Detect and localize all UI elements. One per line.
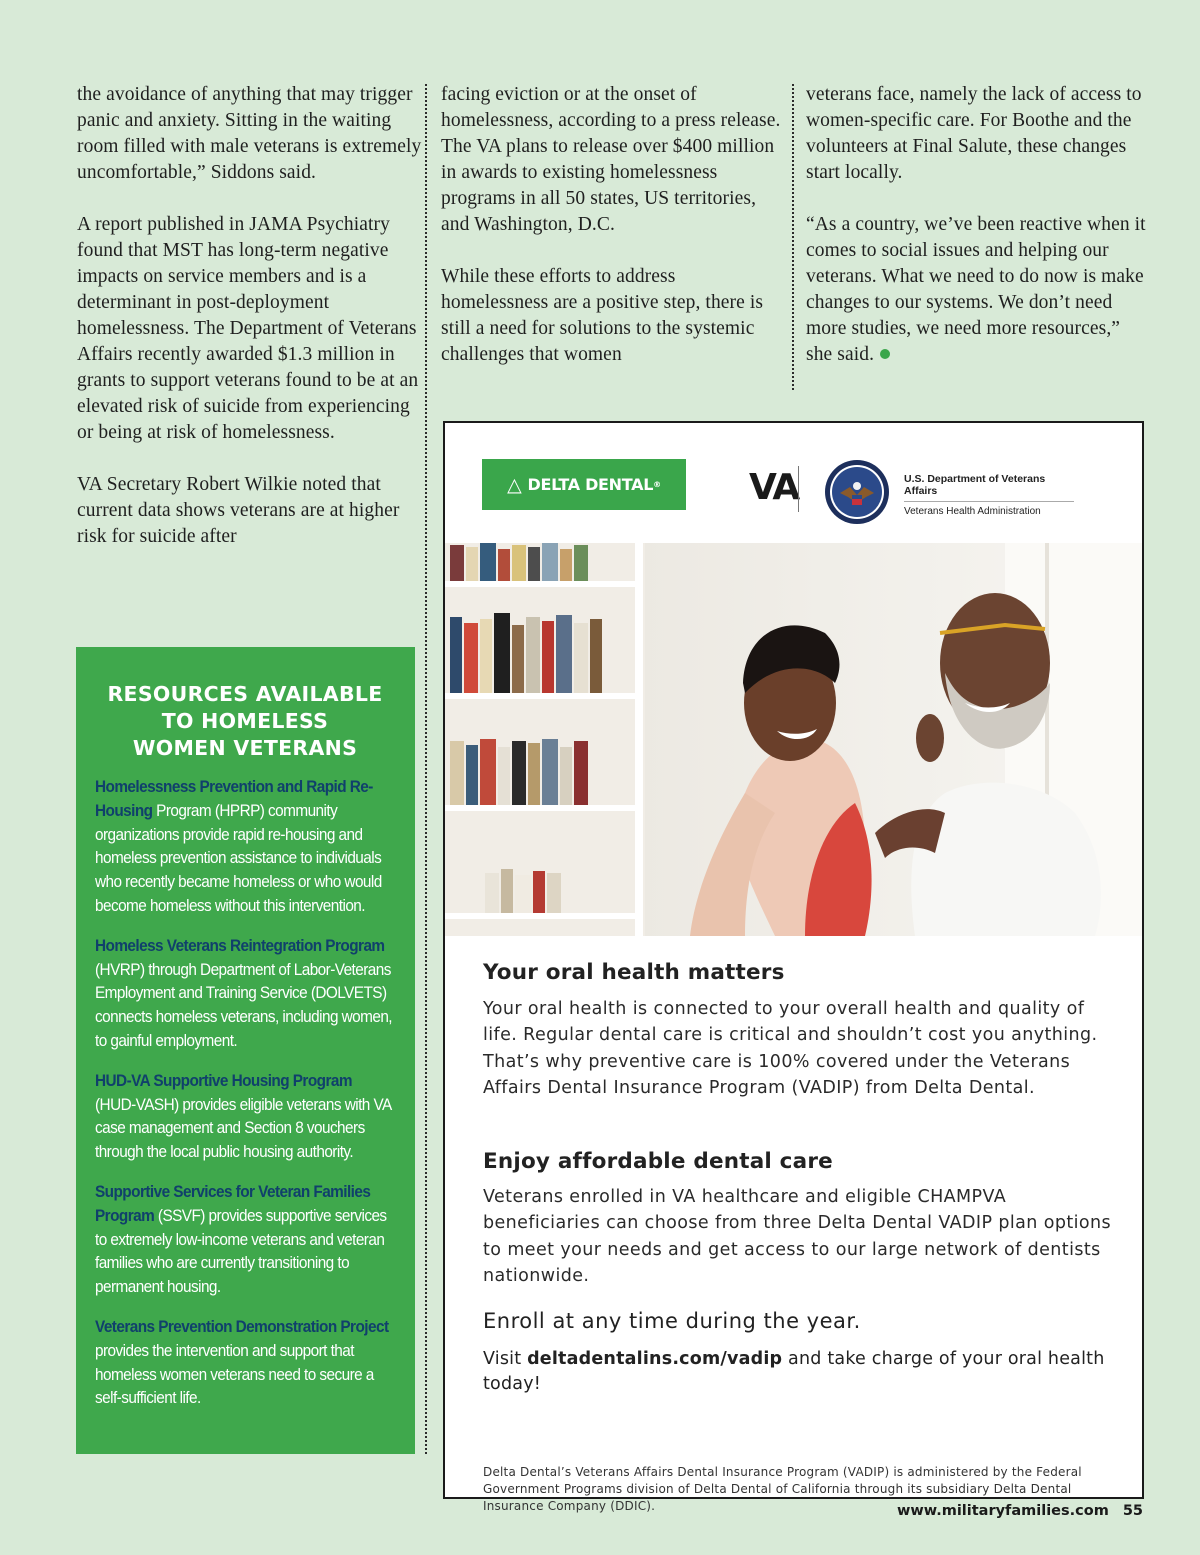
delta-triangle-icon: △ [507,473,522,496]
article-paragraph: A report published in JAMA Psychiatry found that MST has long-term negative impacts on service members and is a determinant in post-deployment homelessness. The Department of Veterans Affairs recently awarded $1.3 million in grants to support veterans found to be at an elevated risk of suicide from experiencing or being at risk of homelessness. [77,214,419,443]
resource-description: Program (HPRP) community organizations provide rapid re-housing and homeless prevention assistance to individuals who recently became homeless or who would become homeless without this intervention. [95,801,382,915]
va-department-name [904,473,1074,517]
resource-name: Homeless Veterans Reintegration Program [95,936,385,955]
ad-visit-text [483,1347,1113,1397]
va-seal-icon [824,459,890,525]
page-number: 55 [1122,1503,1143,1519]
va-administration-subtitle: Veterans Health Administration [904,506,1041,517]
resources-title-line: WOMEN VETERANS [132,736,358,760]
article-quote: “As a country, we’ve been reactive when it comes to social issues and helping our veterans. What we need to do now is make changes to our systems. We don’t need more studies, we need more resources,” she said. [806,214,1146,365]
resources-sidebar [76,647,415,1454]
resource-description: (HVRP) through Department of Labor-Veterans Employment and Training Service (DOLVETS) connects homeless veterans, including women, to gainful employment. [95,960,393,1050]
article-paragraph: VA Secretary Robert Wilkie noted that current data shows veterans are at higher risk for suicide after [77,474,400,547]
ad-visit-suffix: and take charge of your oral health today! [483,1349,1105,1394]
article-paragraph [806,212,1146,368]
resource-name: Supportive Services for Veteran Families Program [95,1182,371,1225]
va-logo: VA [749,467,799,508]
resource-item [95,776,396,919]
resource-description: (HUD-VASH) provides eligible veterans with VA case management and Section 8 vouchers through the local public housing authority. [95,1095,391,1162]
article-column-1 [77,82,422,576]
footer-website[interactable]: www.militaryfamilies.com [896,1503,1109,1519]
va-department-title: U.S. Department of Veterans Affairs [904,473,1074,502]
resource-item [95,1070,396,1165]
resource-item [95,1316,396,1411]
resource-item [95,1181,396,1300]
resource-name: Veterans Prevention Demonstration Project [95,1317,389,1336]
delta-dental-logo-text: DELTA DENTAL [527,475,654,494]
end-mark-icon [880,349,890,359]
ad-visit-prefix: Visit [483,1349,528,1369]
article-column-2 [441,82,786,394]
resource-description: (SSVF) provides supportive services to extremely low-income veterans and veteran families who are currently transitioning to permanent housing. [95,1206,387,1297]
ad-heading-oral-health: Your oral health matters [483,960,785,985]
ad-heading-affordable-care: Enjoy affordable dental care [483,1149,833,1174]
resources-title-line: TO HOMELESS [161,709,329,733]
article-column-3 [806,82,1146,394]
ad-paragraph-oral-health: Your oral health is connected to your overall health and quality of life. Regular dental care is critical and shouldn’t cost you anything. That’s why preventive care is 100% covered under the Veterans Affairs Dental Insurance Program (VADIP) from Delta Dental. [483,999,1098,1098]
article-paragraph: facing eviction or at the onset of homelessness, according to a press release. The VA plans to release over $400 million in awards to existing homelessness programs in all 50 states, US territories, and Washington, D.C. [441,84,781,235]
resources-title [95,681,395,762]
ad-fine-print: Delta Dental’s Veterans Affairs Dental Insurance Program (VADIP) is administered by the Federal Government Programs division of Delta Dental of California through its subsidiary Delta Dental Insurance Company (DDIC). [483,1465,1082,1513]
ad-enroll-text: Enroll at any time during the year. [483,1309,861,1333]
resource-description: provides the intervention and support that homeless women veterans need to secure a self-sufficient life. [95,1341,374,1408]
resource-item [95,935,396,1054]
resource-name: HUD-VA Supportive Housing Program [95,1071,352,1090]
resource-name: Homelessness Prevention and Rapid Re-Housing [95,778,373,820]
couple-photo [445,543,1142,936]
ad-website-link[interactable]: deltadentalins.com/vadip [527,1349,783,1369]
va-logo-divider [798,466,799,512]
column-divider [792,84,794,390]
delta-dental-logo[interactable]: △ DELTA DENTAL ® [482,459,686,510]
resources-title-line: RESOURCES AVAILABLE [107,682,383,706]
ad-paragraph-affordable-care: Veterans enrolled in VA healthcare and eligible CHAMPVA beneficiaries can choose from three Delta Dental VADIP plan options to meet your needs and get access to our large network of dentists nationwide. [483,1187,1111,1286]
article-paragraph: the avoidance of anything that may trigger panic and anxiety. Sitting in the waiting room filled with male veterans is extremely uncomfortable,” Siddons said. [77,84,422,183]
article-paragraph: While these efforts to address homelessness are a positive step, there is still a need for solutions to the systemic challenges that women [441,266,764,365]
page-footer [897,1503,1143,1519]
article-paragraph: veterans face, namely the lack of access to women-specific care. For Boothe and the volunteers at Final Salute, these changes start locally. [806,84,1142,183]
column-divider [425,84,427,1454]
